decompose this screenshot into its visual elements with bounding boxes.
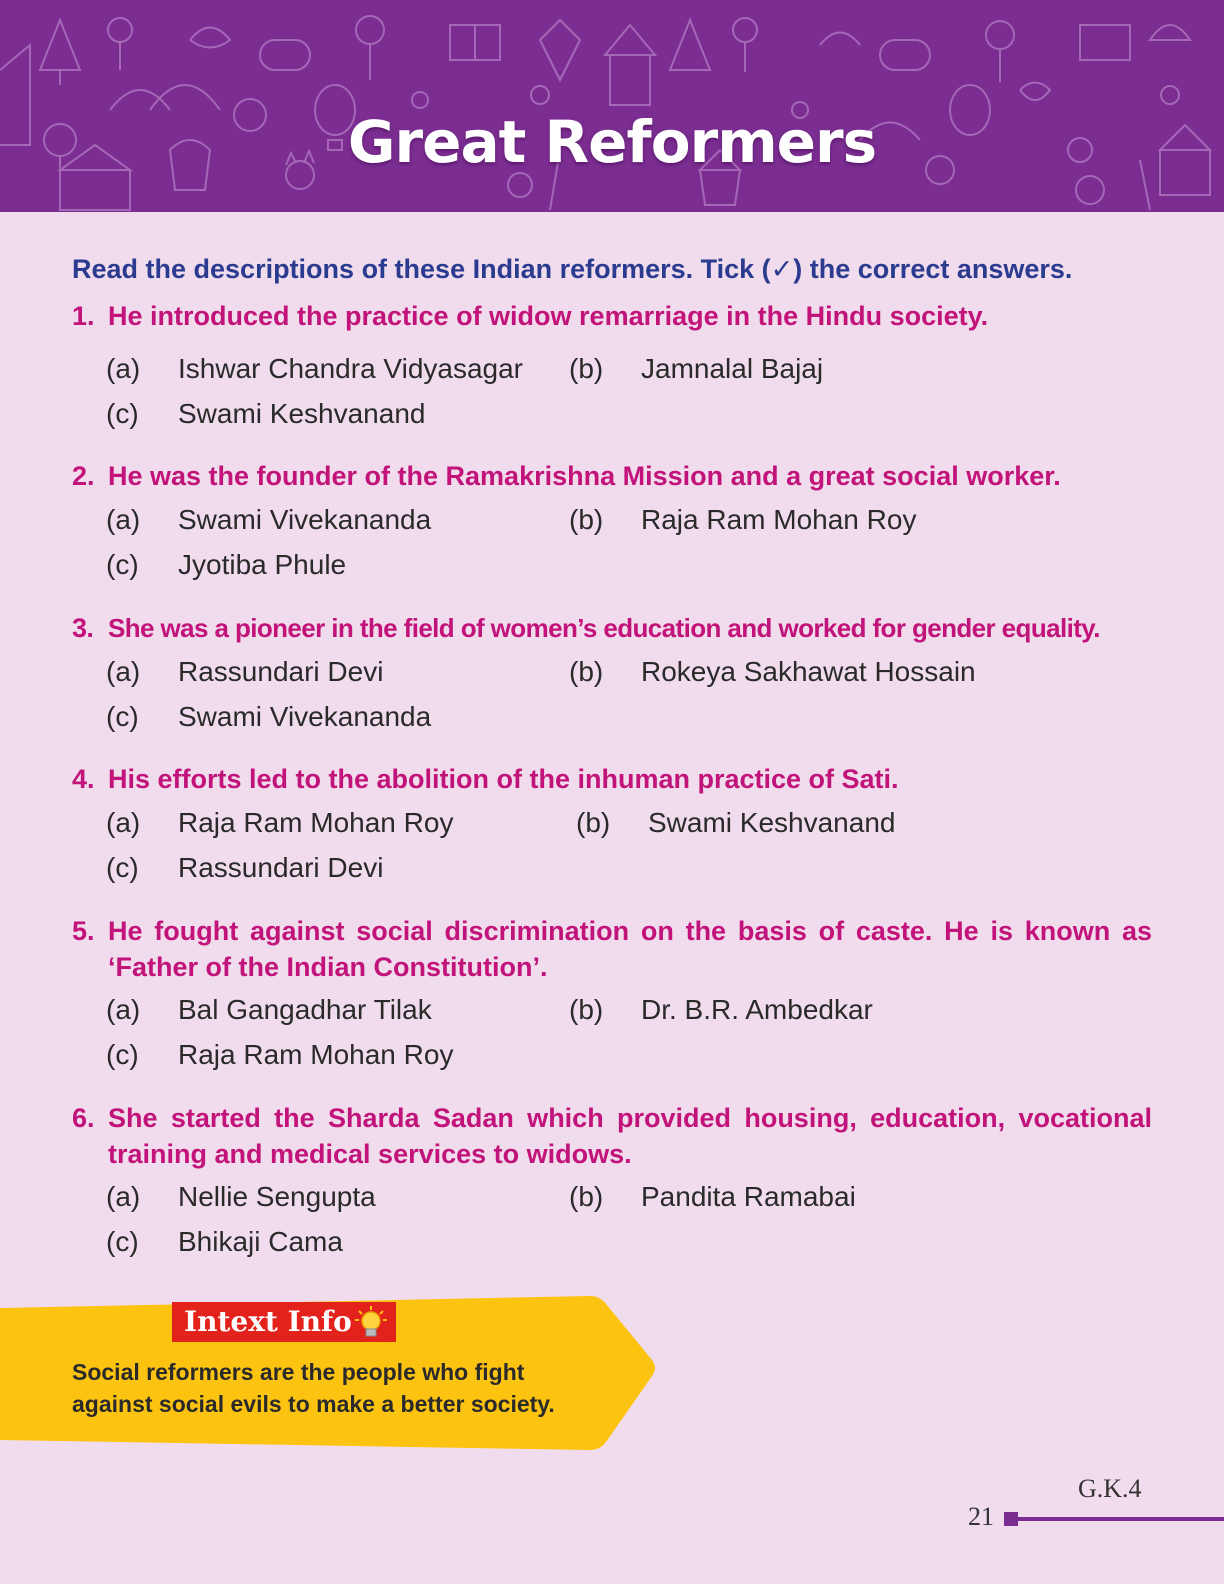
question-text: He introduced the practice of widow remarriage in the Hindu society. <box>108 301 989 331</box>
option-text: Pandita Ramabai <box>641 1181 856 1212</box>
option-text: Swami Vivekananda <box>178 701 432 732</box>
instruction: Read the descriptions of these Indian reformers. Tick (✓) the correct answers. <box>72 254 1073 284</box>
option-text: Nellie Sengupta <box>178 1181 376 1212</box>
lightbulb-icon <box>354 1305 388 1339</box>
header-banner <box>0 0 1224 212</box>
option-text: Swami Keshvanand <box>648 807 896 838</box>
question-text: She was a pioneer in the field of women’s education and worked for gender equality. <box>108 613 1100 643</box>
option-label: (a) <box>106 807 141 838</box>
option-label: (b) <box>569 656 604 687</box>
option-label: (a) <box>106 656 141 687</box>
option-label: (b) <box>569 504 604 535</box>
option-text: Rassundari Devi <box>178 656 384 687</box>
option-text: Swami Keshvanand <box>178 398 426 429</box>
question-4 <box>72 761 1152 797</box>
option-text: Raja Ram Mohan Roy <box>178 807 454 838</box>
question-text: He fought against social discrimination on the basis of caste. He is known as ‘Father of the Indian Constitution’. <box>108 916 1152 982</box>
question-3 <box>72 610 1152 646</box>
option-text: Ishwar Chandra Vidyasagar <box>178 353 524 384</box>
option-label: (c) <box>106 398 139 429</box>
option-label: (b) <box>569 353 604 384</box>
option-label: (c) <box>106 549 139 580</box>
option-text: Rokeya Sakhawat Hossain <box>641 656 976 687</box>
question-6 <box>72 1100 1152 1172</box>
doodle-pattern <box>0 0 1224 212</box>
question-number: 3. <box>72 613 94 643</box>
question-1 <box>72 298 1152 334</box>
info-badge: Intext Info <box>172 1302 396 1342</box>
option-text: Raja Ram Mohan Roy <box>178 1039 454 1070</box>
question-text: His efforts led to the abolition of the inhuman practice of Sati. <box>108 764 899 794</box>
option-label: (c) <box>106 701 139 732</box>
option-label: (b) <box>569 994 604 1025</box>
question-number: 4. <box>72 764 95 794</box>
question-number: 2. <box>72 461 95 491</box>
question-text: He was the founder of the Ramakrishna Mission and a great social worker. <box>108 461 1061 491</box>
option-text: Swami Vivekananda <box>178 504 432 535</box>
option-label: (c) <box>106 852 139 883</box>
option-label: (b) <box>569 1181 604 1212</box>
option-text: Rassundari Devi <box>178 852 384 883</box>
option-text: Jyotiba Phule <box>178 549 347 580</box>
option-label: (a) <box>106 994 141 1025</box>
option-text: Raja Ram Mohan Roy <box>641 504 917 535</box>
option-label: (c) <box>106 1226 139 1257</box>
question-text: She started the Sharda Sadan which provided housing, education, vocational training and medical services to widows. <box>108 1103 1152 1169</box>
question-number: 5. <box>72 916 95 946</box>
option-label: (a) <box>106 504 141 535</box>
option-text: Bhikaji Cama <box>178 1226 343 1257</box>
option-text: Jamnalal Bajaj <box>641 353 824 384</box>
page-marker <box>1004 1512 1018 1526</box>
info-text: Social reformers are the people who fight against social evils to make a better society. <box>72 1359 555 1417</box>
question-5 <box>72 913 1152 985</box>
question-number: 6. <box>72 1103 95 1133</box>
page-rule <box>1018 1517 1224 1521</box>
option-label: (b) <box>576 807 611 838</box>
page-title: Great Reformers <box>347 108 877 176</box>
book-code: G.K.4 <box>1078 1474 1142 1503</box>
option-label: (a) <box>106 1181 141 1212</box>
page-number: 21 <box>968 1502 994 1531</box>
question-number: 1. <box>72 301 95 331</box>
question-2 <box>72 458 1152 494</box>
option-label: (c) <box>106 1039 139 1070</box>
option-text: Dr. B.R. Ambedkar <box>641 994 873 1025</box>
option-text: Bal Gangadhar Tilak <box>178 994 432 1025</box>
option-label: (a) <box>106 353 141 384</box>
